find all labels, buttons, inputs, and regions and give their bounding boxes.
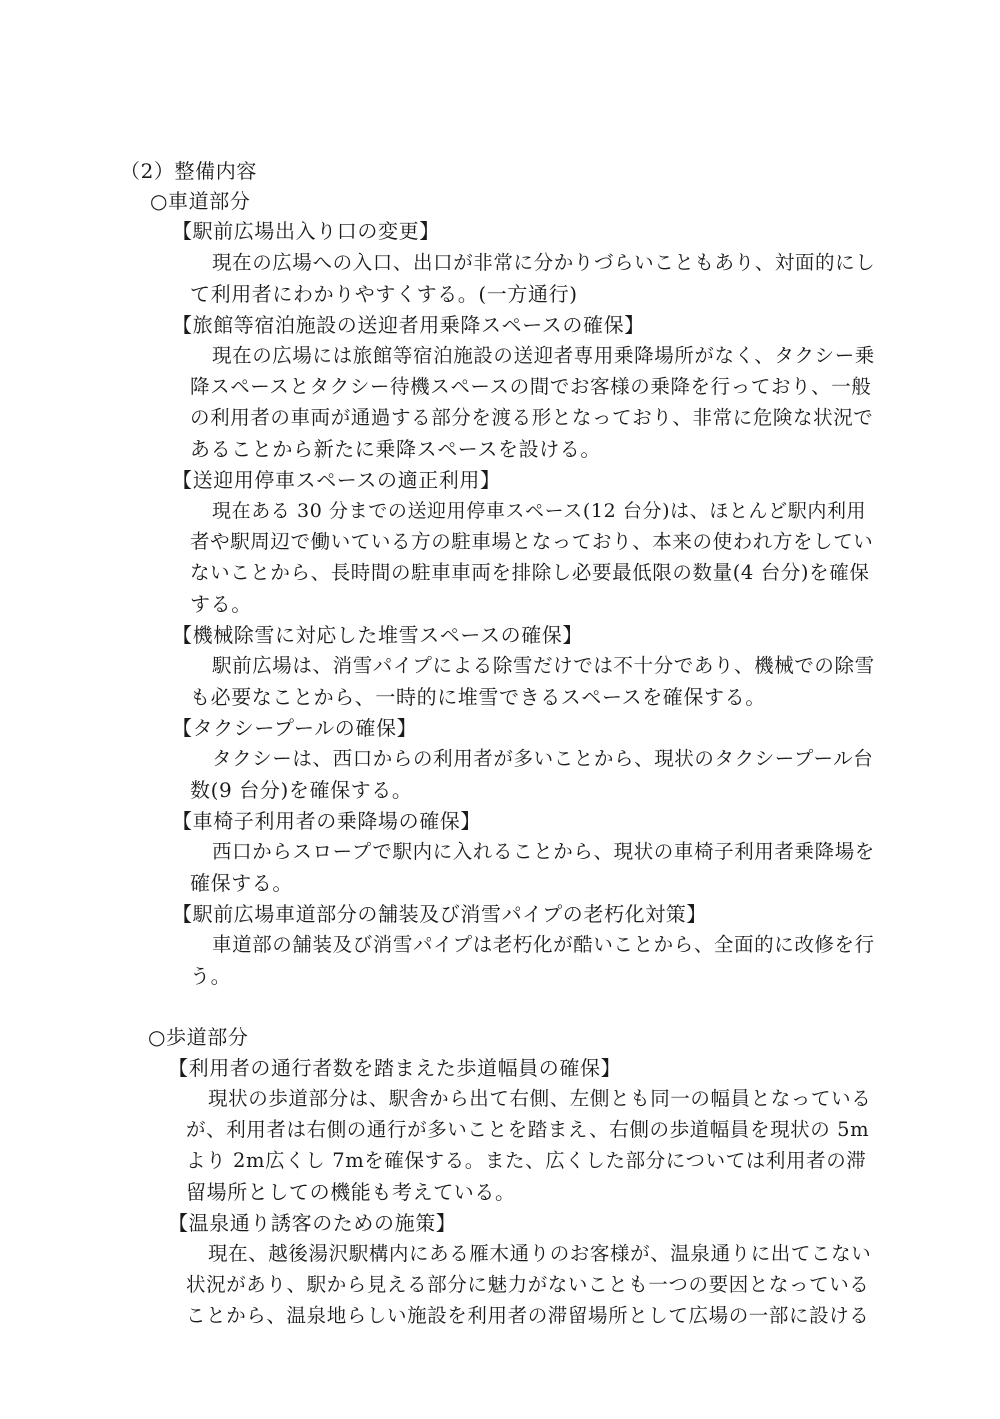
item-title: 【温泉通り誘客のための施策】 bbox=[168, 1211, 457, 1235]
body-line: 確保する。 bbox=[190, 871, 293, 895]
body-line: 現状の歩道部分は、駅舎から出て右側、左側とも同一の幅員となっている bbox=[208, 1087, 872, 1110]
body-line: 駅前広場は、消雪パイプによる除雪だけでは不十分であり、機械での除雪 bbox=[212, 654, 875, 677]
body-line: タクシーは、西口からの利用者が多いことから、現状のタクシープール台 bbox=[212, 747, 874, 770]
body-line: 現在の広場への入口、出口が非常に分かりづらいこともあり、対面的にし bbox=[212, 251, 876, 274]
body-line: ことから、温泉地らしい施設を利用者の滞留場所として広場の一部に設ける bbox=[186, 1304, 870, 1327]
section-title: （2）整備内容 bbox=[120, 159, 257, 183]
body-line: 数(9 台分)を確保する。 bbox=[190, 778, 413, 802]
body-line: 現在、越後湯沢駅構内にある雁木通りのお客様が、温泉通りに出てこない bbox=[208, 1242, 872, 1265]
body-line: が、利用者は右側の通行が多いことを踏まえ、右側の歩道幅員を現状の 5m bbox=[186, 1118, 870, 1141]
body-line: 状況があり、駅から見える部分に魅力がないことも一つの要因となっている bbox=[186, 1273, 870, 1296]
body-line: する。 bbox=[190, 592, 252, 616]
body-line: あることから新たに乗降スペースを設ける。 bbox=[190, 437, 601, 461]
body-line: ないことから、長時間の駐車車両を排除し必要最低限の数量(4 台分)を確保 bbox=[190, 561, 870, 584]
item-title: 【駅前広場車道部分の舗装及び消雪パイプの老朽化対策】 bbox=[172, 902, 707, 926]
body-line: て利用者にわかりやすくする。(一方通行) bbox=[190, 282, 578, 306]
item-title: 【機械除雪に対応した堆雪スペースの確保】 bbox=[172, 623, 583, 647]
body-line: の利用者の車両が通過する部分を渡る形となっており、非常に危険な状況で bbox=[190, 406, 874, 429]
body-line: 現在ある 30 分までの送迎用停車スペース(12 台分)は、ほとんど駅内利用 bbox=[212, 500, 867, 522]
body-line: う。 bbox=[190, 964, 232, 988]
item-title: 【旅館等宿泊施設の送迎者用乗降スペースの確保】 bbox=[172, 313, 645, 337]
item-title: 【車椅子利用者の乗降場の確保】 bbox=[172, 809, 481, 833]
body-line: より 2m広くし 7mを確保する。また、広くした部分については利用者の滞 bbox=[186, 1149, 867, 1172]
sidewalk-section-heading: ○歩道部分 bbox=[148, 1025, 249, 1049]
body-line: 降スペースとタクシー待機スペースの間でお客様の乗降を行っており、一般 bbox=[190, 375, 872, 398]
body-line: 現在の広場には旅館等宿泊施設の送迎者専用乗降場所がなく、タクシー乗 bbox=[212, 344, 875, 367]
body-line: も必要なことから、一時的に堆雪できるスペースを確保する。 bbox=[190, 685, 766, 709]
road-section-heading: ○車道部分 bbox=[150, 189, 251, 213]
item-title: 【タクシープールの確保】 bbox=[172, 716, 418, 740]
item-title: 【駅前広場出入り口の変更】 bbox=[172, 219, 440, 243]
body-line: 留場所としての機能も考えている。 bbox=[186, 1180, 516, 1204]
body-line: 西口からスロープで駅内に入れることから、現状の車椅子利用者乗降場を bbox=[212, 840, 875, 863]
item-title: 【利用者の通行者数を踏まえた歩道幅員の確保】 bbox=[168, 1056, 622, 1080]
body-line: 者や駅周辺で働いている方の駐車場となっており、本来の使われ方をしてい bbox=[190, 530, 874, 553]
item-title: 【送迎用停車スペースの適正利用】 bbox=[172, 468, 501, 492]
body-line: 車道部の舗装及び消雪パイプは老朽化が酷いことから、全面的に改修を行 bbox=[212, 933, 875, 956]
